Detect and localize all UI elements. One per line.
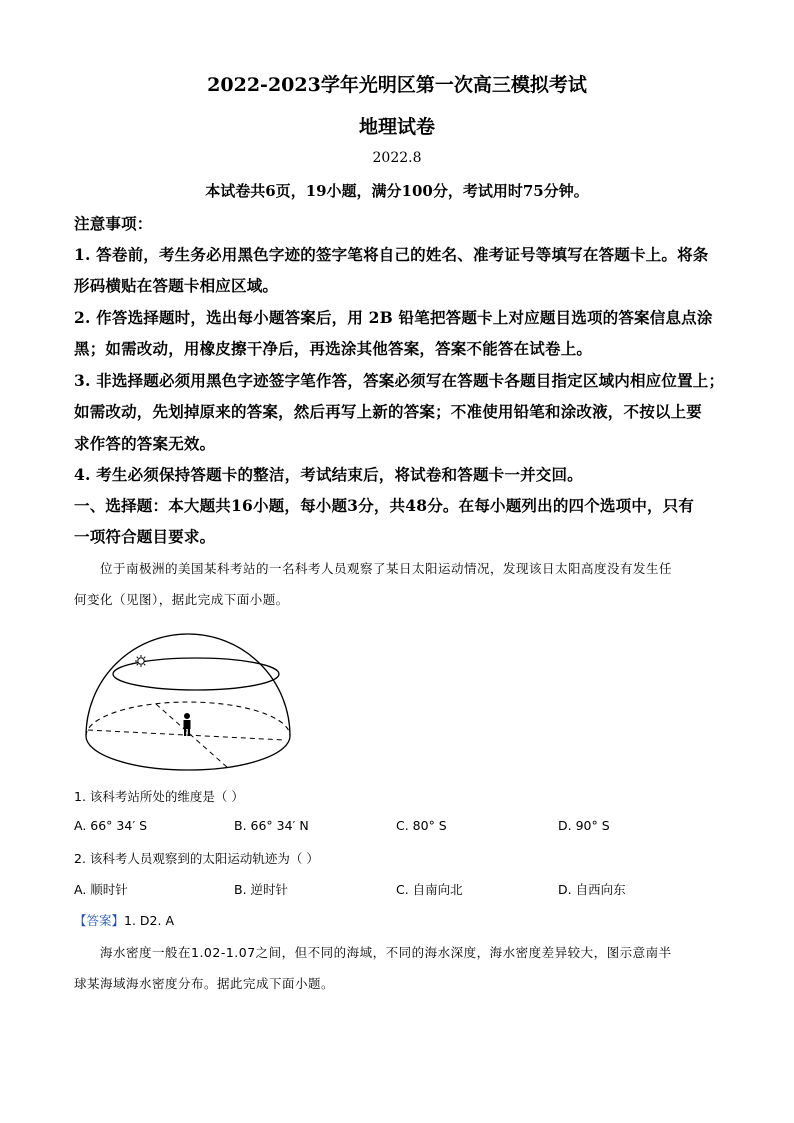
exam-summary: 本试卷共6页，19小题，满分100分，考试用时75分钟。	[205, 182, 589, 200]
notice-line: 1. 答卷前，考生务必用黑色字迹的签字笔将自己的姓名、准考证号等填写在答题卡上。将条	[74, 245, 709, 264]
sun-icon	[135, 655, 147, 667]
group2-intro: 球某海域海水密度分布。据此完成下面小题。	[74, 976, 335, 991]
q2-option-a[interactable]: A. 顺时针	[74, 882, 128, 897]
notice-line: 形码横贴在答题卡相应区域。	[74, 276, 279, 295]
answer-label: 【答案】	[74, 913, 125, 928]
question-1-stem: 1. 该科考站所处的维度是（ ）	[74, 789, 244, 804]
group2-intro: 海水密度一般在1.02-1.07之间，但不同的海域，不同的海水深度，海水密度差异较大，图示意南半	[100, 945, 672, 960]
horizon-front	[86, 736, 290, 770]
notice-line: 黑；如需改动，用橡皮擦干净后，再选涂其他答案，答案不能答在试卷上。	[74, 339, 593, 358]
notice-line: 2. 作答选择题时，选出每小题答案后，用 2B 铅笔把答题卡上对应题目选项的答案信息点涂	[74, 308, 713, 327]
q2-option-d[interactable]: D. 自西向东	[558, 882, 626, 897]
notice-line: 4. 考生必须保持答题卡的整洁，考试结束后，将试卷和答题卡一并交回。	[74, 465, 583, 484]
q1-option-c[interactable]: C. 80° S	[396, 818, 447, 833]
q2-option-c[interactable]: C. 自南向北	[396, 882, 463, 897]
exam-subject: 地理试卷	[358, 116, 435, 138]
q1-option-a[interactable]: A. 66° 34′ S	[74, 818, 148, 833]
notice-line: 3. 非选择题必须用黑色字迹签字笔作答，答案必须写在答题卡各题目指定区域内相应位置上；	[74, 371, 725, 390]
question-2-stem: 2. 该科考人员观察到的太阳运动轨迹为（ ）	[74, 851, 319, 866]
person-icon	[184, 713, 191, 736]
notice-line: 如需改动，先划掉原来的答案，然后再写上新的答案；不准使用铅笔和涂改液，不按以上要	[74, 402, 703, 421]
exam-date: 2022.8	[372, 150, 422, 166]
meridian-line	[156, 704, 228, 768]
notice-line: 求作答的答案无效。	[74, 434, 216, 453]
section-heading: 一、选择题：本大题共16小题，每小题3分，共48分。在每小题列出的四个选项中，只有	[74, 496, 695, 515]
q1-option-b[interactable]: B. 66° 34′ N	[234, 818, 309, 833]
exam-title: 2022-2023学年光明区第一次高三模拟考试	[207, 74, 587, 96]
celestial-sphere-diagram	[78, 618, 298, 776]
q1-option-d[interactable]: D. 90° S	[558, 818, 610, 833]
answer-line	[74, 911, 174, 929]
answer-value: 1. D2. A	[124, 913, 174, 928]
notice-heading: 注意事项：	[74, 214, 153, 233]
q2-option-b[interactable]: B. 逆时针	[234, 882, 289, 897]
section-heading: 一项符合题目要求。	[74, 527, 216, 546]
group1-intro: 何变化（见图），据此完成下面小题。	[74, 592, 289, 607]
group1-intro: 位于南极洲的美国某科考站的一名科考人员观察了某日太阳运动情况，发现该日太阳高度没有发生任	[100, 561, 673, 576]
